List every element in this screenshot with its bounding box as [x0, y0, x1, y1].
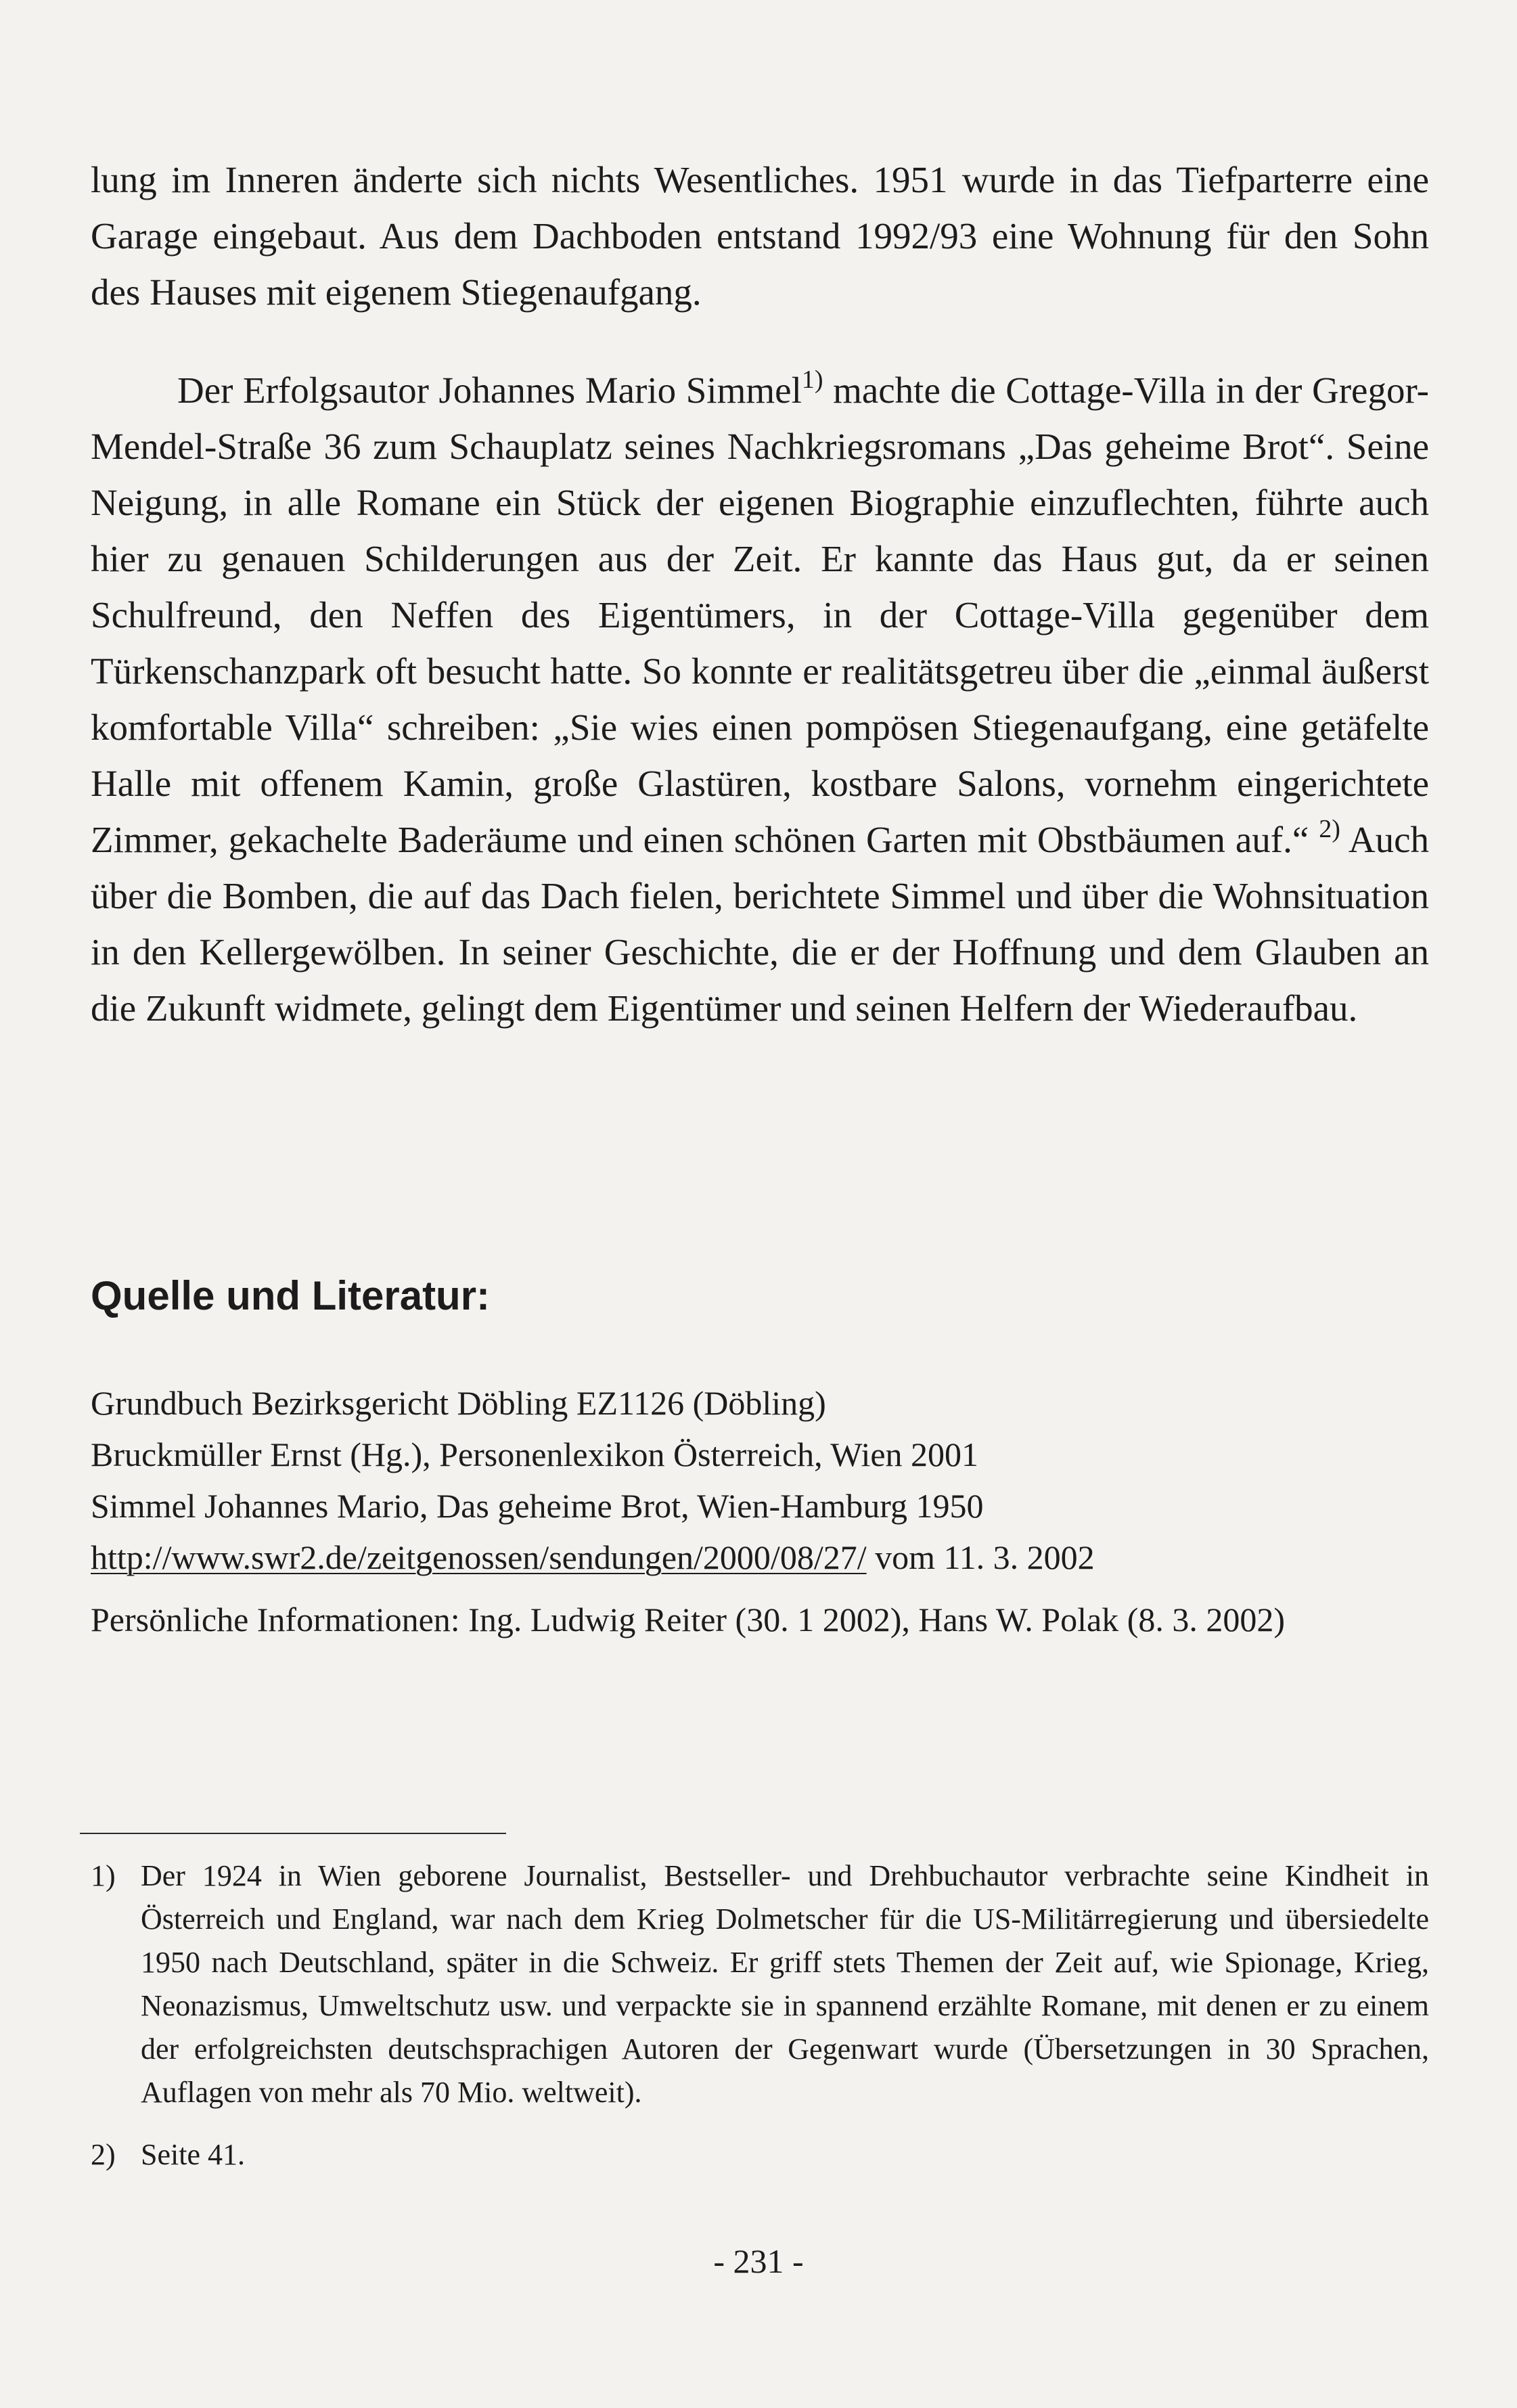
footnote-number: 1) [91, 1859, 116, 1892]
footnote-ref-2: 2) [1319, 815, 1340, 843]
section-heading: Quelle und Literatur: [91, 1273, 491, 1318]
paragraph-text: Der Erfolgsautor Johannes Mario Simmel [177, 370, 802, 411]
source-url-link[interactable]: http://www.swr2.de/zeitgenossen/sendungen/2000/08/27/ [91, 1538, 867, 1576]
paragraph-continued: lung im Inneren änderte sich nichts Wesentliches. 1951 wurde in das Tiefparterre eine Garage eingebaut. Aus dem Dachboden entstand 1992/93 eine Wohnung für den Sohn des Hauses mit eigenem Stiegenaufgang. [91, 159, 1429, 313]
page-number: - 231 - [713, 2242, 804, 2280]
source-item: Simmel Johannes Mario, Das geheime Brot, Wien-Hamburg 1950 [91, 1487, 984, 1525]
paragraph-text: machte die Cottage-Villa in der Gregor-Mendel-Straße 36 zum Schauplatz seines Nachkriegsromans „Das geheime Brot“. Seine Neigung, in alle Romane ein Stück der eigenen Biographie einzuflechten, führte auch hier zu genauen Schilderungen aus der Zeit. Er kannte das Haus gut, da er seinen Schulfreund, den Neffen des Eigentümers, in der Cottage-Villa gegenüber dem Türkenschanzpark oft besucht hatte. So konnte er realitätsgetreu über die „einmal äußerst komfortable Villa“ schreiben: „Sie wies einen pompösen Stiegenaufgang, eine getäfelte Halle mit offenem Kamin, große Glastüren, kostbare Salons, vornehm eingerichtete Zimmer, gekachelte Baderäume und einen schönen Garten mit Obstbäumen auf.“ [91, 370, 1429, 860]
body-text [91, 152, 1429, 1036]
paragraph-text: Auch über die Bomben, die auf das Dach fielen, berichtete Simmel und über die Wohnsituation in den Kellergewölben. In seiner Geschichte, die er der Hoffnung und dem Glauben an die Zukunft widmete, gelingt dem Eigentümer und seinen Helfern der Wiederaufbau. [91, 819, 1429, 1029]
footnote-text: Seite 41. [141, 2138, 245, 2171]
source-item-link [91, 1532, 1429, 1583]
footnotes [91, 1854, 1429, 2177]
footnote-ref-1: 1) [801, 365, 823, 394]
source-item: Persönliche Informationen: Ing. Ludwig Reiter (30. 1 2002), Hans W. Polak (8. 3. 2002) [91, 1601, 1285, 1638]
paragraph-simmel [91, 362, 1429, 1036]
source-date: vom 11. 3. 2002 [866, 1538, 1095, 1576]
footnote-text: Der 1924 in Wien geborene Journalist, Bestseller- und Drehbuchautor verbrachte seine Kindheit in Österreich und England, war nach dem Krieg Dolmetscher für die US-Militärregierung und übersiedelte 1950 nach Deutschland, später in die Schweiz. Er griff stets Themen der Zeit auf, wie Spionage, Krieg, Neonazismus, Umweltschutz usw. und verpackte sie in spannend erzählte Romane, mit denen er zu einem der erfolgreichsten deutschsprachigen Autoren der Gegenwart wurde (Übersetzungen in 30 Sprachen, Auflagen von mehr als 70 Mio. weltweit). [141, 1859, 1429, 2109]
source-item: Bruckmüller Ernst (Hg.), Personenlexikon Österreich, Wien 2001 [91, 1435, 979, 1473]
source-item: Grundbuch Bezirksgericht Döbling EZ1126 (Döbling) [91, 1384, 826, 1422]
sources-list [91, 1377, 1429, 1644]
footnote-divider [80, 1833, 506, 1834]
footnote-number: 2) [91, 2138, 116, 2171]
footnote-1 [91, 1854, 1429, 2114]
footnote-2 [91, 2133, 1429, 2177]
